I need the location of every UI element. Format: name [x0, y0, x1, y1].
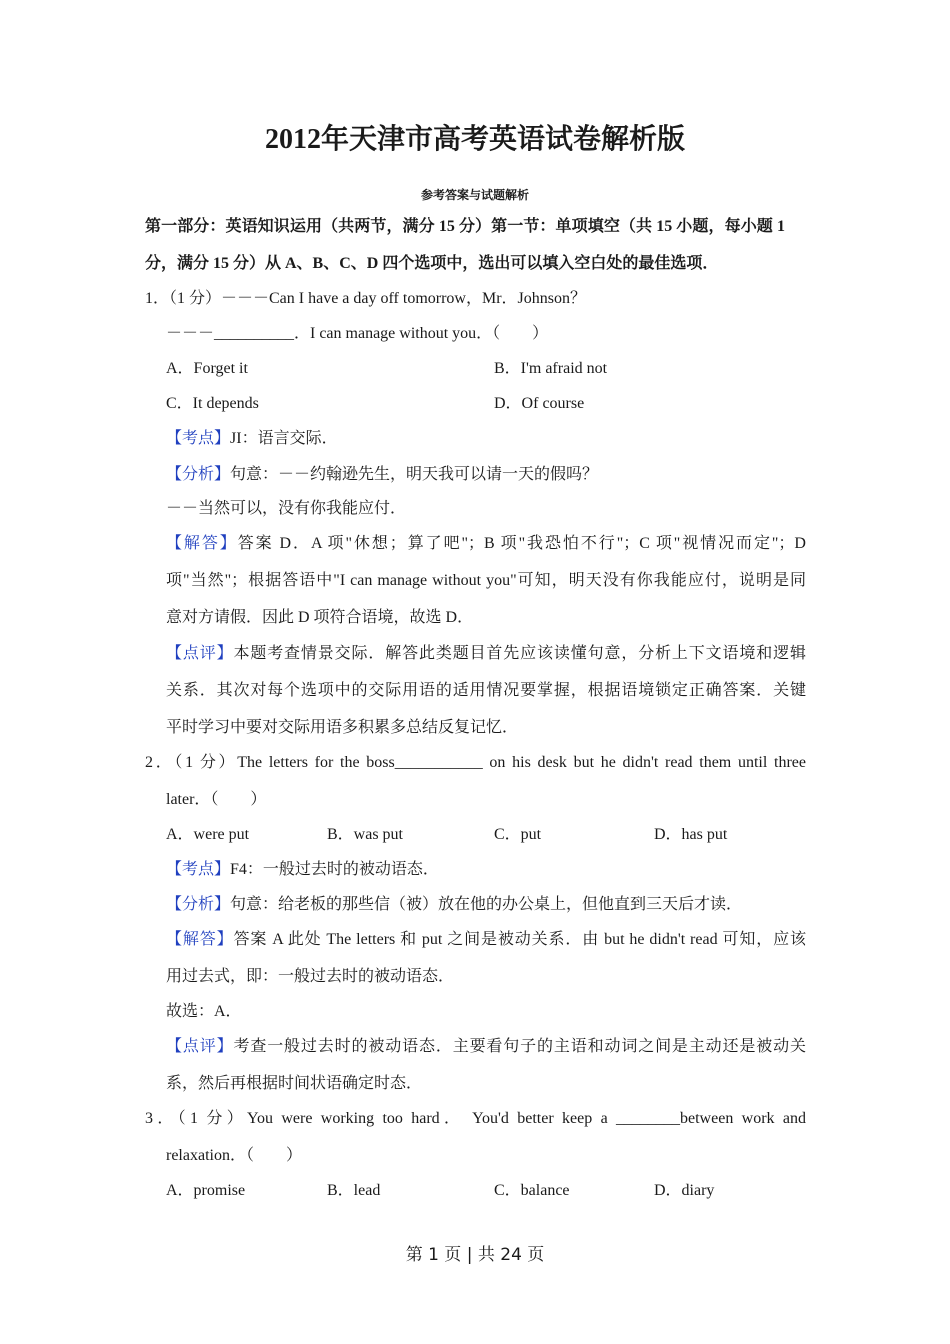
kaodian-text: JI：语言交际． — [230, 430, 338, 447]
q1-dianping-line2: 关系．其次对每个选项中的交际用语的适用情况要掌握，根据语境锁定正确答案．关键 — [166, 682, 806, 699]
q1-jieda-line3: 意对方请假．因此 D 项符合语境，故选 D． — [166, 609, 474, 626]
q2-jieda-line2: 用过去式，即：一般过去时的被动语态． — [166, 968, 455, 985]
kaodian-tag: 【考点】 — [166, 861, 231, 878]
q1-fenxi — [166, 463, 598, 487]
q1-fenxi-line2: －－当然可以，没有你我能应付． — [166, 500, 407, 517]
section-heading-line1: 第一部分：英语知识运用（共两节，满分 15 分）第一节：单项填空（共 15 小题，每小题 1 — [145, 218, 785, 235]
q1-stem-line2: －－－__________．I can manage without you．（ ） — [166, 325, 549, 342]
q1-stem-line1: 1．（1 分）－－－Can I have a day off tomorrow，Mr．Johnson？ — [145, 290, 586, 307]
q2-dianping-line2: 系，然后再根据时间状语确定时态． — [166, 1075, 423, 1092]
q2-option-d: D．has put — [654, 826, 728, 843]
q1-option-a: A．Forget it — [166, 360, 248, 377]
q2-option-c: C．put — [494, 826, 542, 843]
q2-stem-line2: later．（ ） — [166, 791, 267, 808]
section-heading-line2: 分，满分 15 分）从 A、B、C、D 四个选项中，选出可以填入空白处的最佳选项． — [145, 255, 719, 272]
jieda-tag: 【解答】 — [166, 535, 238, 552]
dianping-tag: 【点评】 — [166, 645, 234, 662]
q1-dianping-line1 — [166, 642, 806, 666]
page-footer: 第 1 页 | 共 24 页 — [405, 1245, 545, 1265]
q1-option-c: C．It depends — [166, 395, 259, 412]
q3-option-a: A．promise — [166, 1182, 246, 1199]
q2-fenxi — [166, 893, 742, 917]
q2-dianping-line1 — [166, 1035, 806, 1059]
jieda-text: 答案 D．A 项"休想；算了吧"；B 项"我恐怕不行"；C 项"视情况而定"；D — [237, 535, 806, 552]
q2-kaodian — [166, 858, 439, 882]
kaodian-tag: 【考点】 — [166, 430, 231, 447]
q2-jieda-line1 — [166, 928, 806, 952]
jieda-tag: 【解答】 — [166, 931, 234, 948]
q1-dianping-line3: 平时学习中要对交际用语多积累多总结反复记忆． — [166, 719, 519, 736]
fenxi-text: 句意：给老板的那些信（被）放在他的办公桌上，但他直到三天后才读． — [230, 896, 743, 913]
q1-kaodian — [166, 427, 338, 451]
q1-option-b: B．I'm afraid not — [494, 360, 608, 377]
page-title: 2012年天津市高考英语试卷解析版 — [264, 124, 685, 155]
fenxi-tag: 【分析】 — [166, 896, 231, 913]
fenxi-tag: 【分析】 — [166, 466, 231, 483]
jieda-text: 答案 A 此处 The letters 和 put 之间是被动关系．由 but he didn't read 可知，应该 — [233, 931, 806, 948]
q1-jieda-line2: 项"当然"；根据答语中"I can manage without you"可知，明天没有你我能应付，说明是同 — [166, 572, 806, 589]
q2-option-b: B．was put — [327, 826, 404, 843]
q2-option-a: A．were put — [166, 826, 250, 843]
q3-option-d: D．diary — [654, 1182, 715, 1199]
q3-option-c: C．balance — [494, 1182, 570, 1199]
q1-option-d: D．Of course — [494, 395, 585, 412]
q3-stem-line2: relaxation．（ ） — [166, 1147, 302, 1164]
dianping-text: 本题考查情景交际．解答此类题目首先应该读懂句意，分析上下文语境和逻辑 — [233, 645, 806, 662]
q2-jieda-line3: 故选：A． — [166, 1003, 242, 1020]
q3-stem-line1: 3．（1 分）You were working too hard． You'd better keep a ________between work and — [145, 1110, 806, 1127]
page-subtitle: 参考答案与试题解析 — [420, 188, 529, 202]
dianping-tag: 【点评】 — [166, 1038, 234, 1055]
q3-option-b: B．lead — [327, 1182, 381, 1199]
q1-jieda-line1 — [166, 532, 806, 556]
dianping-text: 考查一般过去时的被动语态．主要看句子的主语和动词之间是主动还是被动关 — [233, 1038, 806, 1055]
q2-stem-line1: 2．（1 分）The letters for the boss___________ on his desk but he didn't read them until three — [145, 754, 806, 771]
fenxi-text: 句意：－－约翰逊先生，明天我可以请一天的假吗？ — [230, 466, 599, 483]
kaodian-text: F4：一般过去时的被动语态． — [230, 861, 439, 878]
